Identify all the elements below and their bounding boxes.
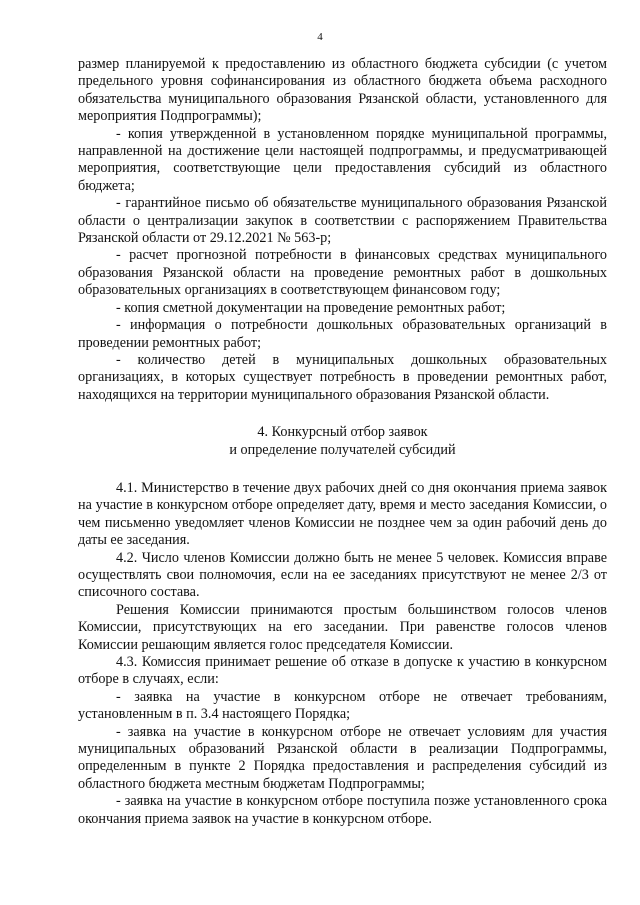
list-item: - копия сметной документации на проведение ремонтных работ; [116,299,506,316]
paragraph: Решения Комиссии принимаются простым большинством голосов членов Комиссии, присутствующих на его заседании. При равенстве голосов членов Комиссии решающим является голос председателя Комиссии. [78,601,607,653]
section-title-line-2: и определение получателей субсидий [229,441,456,458]
section-heading [78,424,607,459]
list-item: - заявка на участие в конкурсном отборе не отвечает требованиям, установленным в п. 3.4 настоящего Порядка; [78,688,607,723]
page-number: 4 [317,31,323,43]
section-title-line-1: 4. Конкурсный отбор заявок [257,424,428,441]
list-item: - заявка на участие в конкурсном отборе не отвечает условиям для участия муниципальных образований Рязанской области в реализации Подпрограммы, определенным в пункте 2 Порядка предоставления и распределения субсидий из областного бюджета местным бюджетам Подпрограммы; [78,723,607,792]
paragraph: 4.2. Число членов Комиссии должно быть не менее 5 человек. Комиссия вправе осуществлять свои полномочия, если на ее заседаниях присутствуют не менее 2/3 от списочного состава. [78,549,607,601]
document-body [78,56,607,828]
list-item: - информация о потребности дошкольных образовательных организаций в проведении ремонтных работ; [78,317,607,351]
paragraph: 4.1. Министерство в течение двух рабочих дней со дня окончания приема заявок на участие в конкурсном отборе определяет дату, время и место заседания Комиссии, о чем письменно уведомляет членов Комиссии не позднее чем за один рабочий день до даты ее заседания. [78,479,607,549]
list-item: - заявка на участие в конкурсном отборе поступила позже установленного срока окончания приема заявок на участие в конкурсном отборе. [78,793,607,827]
list-item: - гарантийное письмо об обязательстве муниципального образования Рязанской области о централизации закупок в соответствии с распоряжением Правительства Рязанской области от 29.12.2021 № 563-р; [78,195,607,247]
list-item: - расчет прогнозной потребности в финансовых средствах муниципального образования Рязанской области на проведение ремонтных работ в дошкольных образовательных организациях в соответствующем финансовом году; [78,247,607,299]
list-item: - копия утвержденной в установленном порядке муниципальной программы, направленной на достижение цели настоящей подпрограммы, и предусматривающей мероприятия, соответствующие цели предоставления субсидий из областного бюджета; [78,125,607,194]
list-item: размер планируемой к предоставлению из областного бюджета субсидии (с учетом предельного уровня софинансирования из областного бюджета объема расходного обязательства муниципального образования Рязанской области, установленного для мероприятия Подпрограммы); [78,56,607,125]
list-item: - количество детей в муниципальных дошкольных образовательных организациях, в которых существует потребность в проведении ремонтных работ, находящихся на территории муниципального образования Рязанской области. [78,351,607,403]
paragraph: 4.3. Комиссия принимает решение об отказе в допуске к участию в конкурсном отборе в случаях, если: [78,654,607,688]
